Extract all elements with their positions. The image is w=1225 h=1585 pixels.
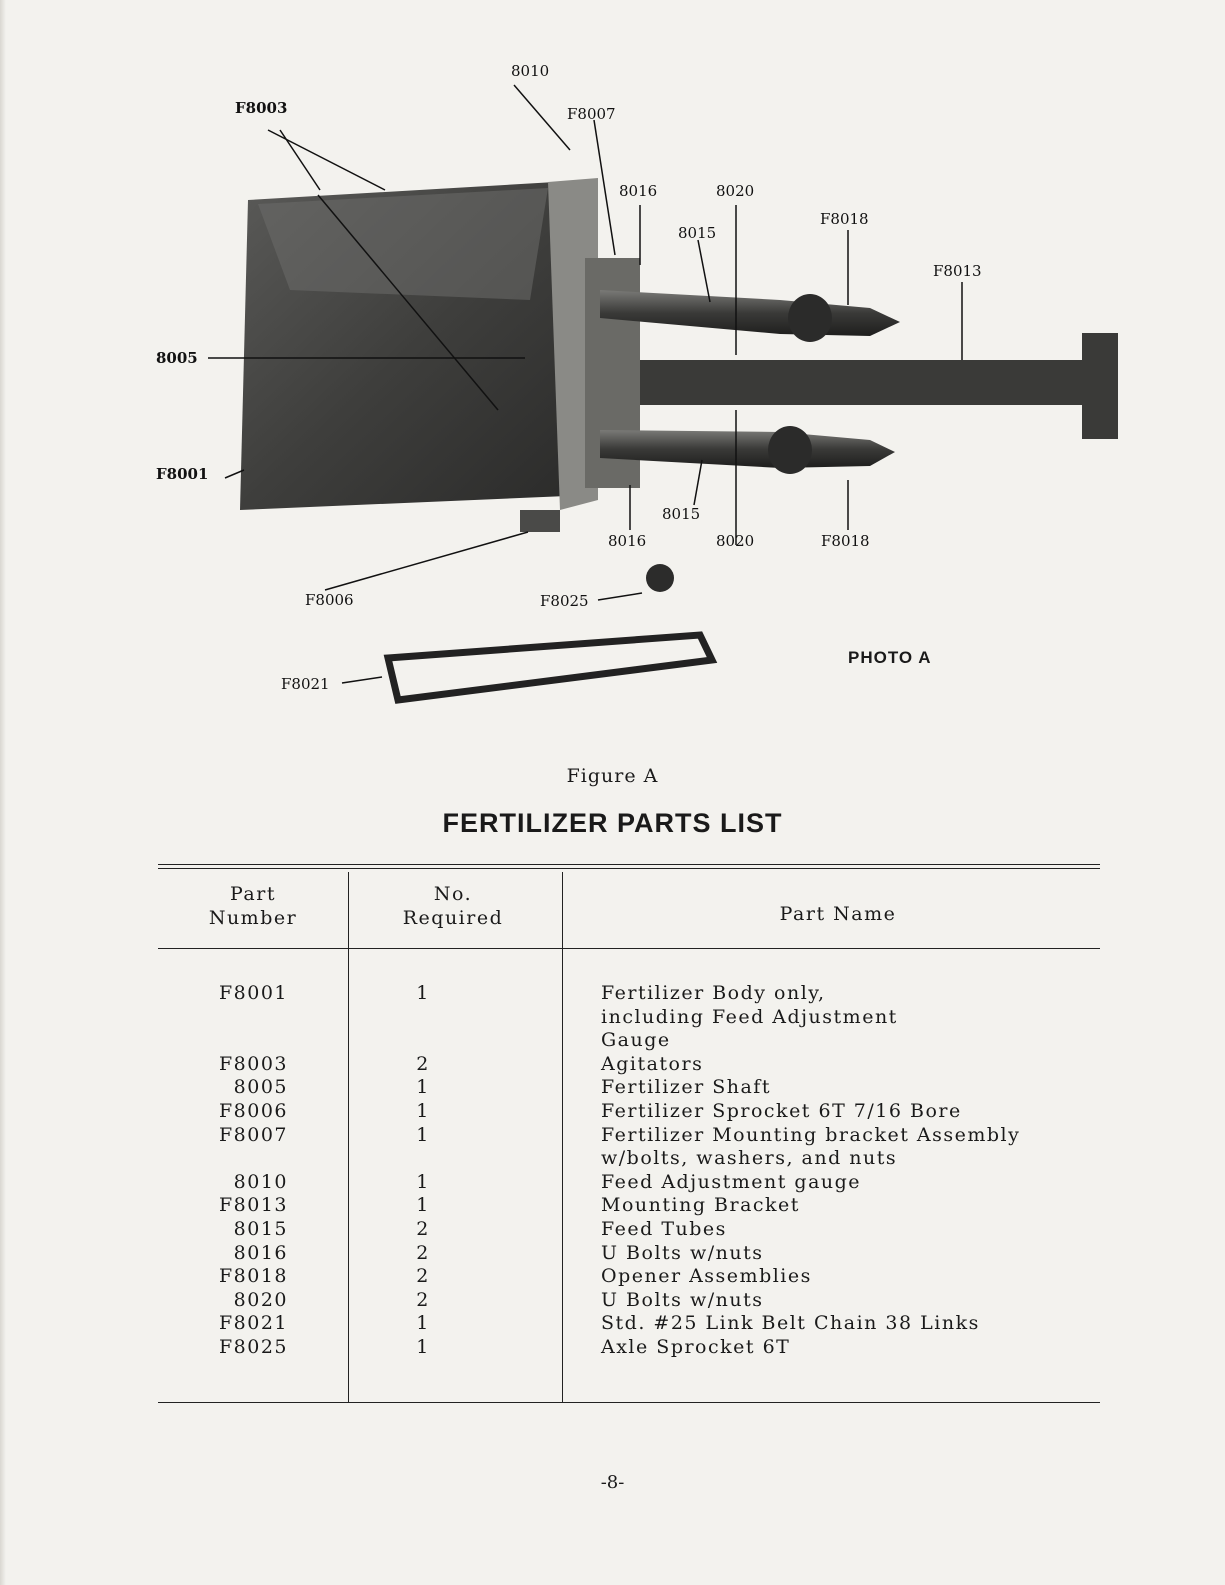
part-number-cell: 8020 [233,1288,288,1311]
callout-8016-top: 8016 [619,182,658,200]
part-number-column [198,982,288,1360]
quantity-cell: 1 [416,1170,430,1193]
quantity-cell: 1 [416,982,430,1004]
part-name-line: Mounting Bracket [601,1194,800,1217]
quantity-cell: 1 [416,1312,430,1335]
part-name-line: Agitators [601,1052,704,1075]
lower-opener [768,426,812,474]
quantity-cell: 2 [416,1052,430,1075]
callout-f8006: F8006 [305,591,354,609]
quantity-column [398,982,448,1360]
header-part-number-line1: Part [230,883,276,905]
header-part-number [178,882,328,930]
quantity-cell: 2 [416,1288,430,1311]
part-number-cell: F8025 [218,1335,288,1358]
part-number-cell: 8016 [233,1241,288,1264]
upper-feed-tube [600,290,900,336]
callout-f8003: F8003 [235,99,288,117]
column-divider-1 [348,872,349,1402]
quantity-cell: 1 [416,1194,430,1217]
mounting-bracket-bar [640,360,1090,405]
page-number: -8- [600,1472,625,1493]
quantity-cell: 1 [416,1335,430,1358]
quantity-cell: 1 [416,1099,430,1122]
callout-8020-bottom: 8020 [716,532,755,550]
header-no-required [373,882,533,930]
part-name-line: Fertilizer Body only, [601,982,826,1004]
part-number-cell: F8003 [218,1052,288,1075]
photo-a [0,0,1225,760]
part-name-line: Std. #25 Link Belt Chain 38 Links [601,1312,980,1335]
callout-f8021: F8021 [281,675,330,693]
link-belt-chain [388,635,712,700]
header-part-number-line2: Number [208,907,298,929]
part-number-cell: F8007 [218,1123,288,1146]
callout-8015-bottom: 8015 [662,505,701,523]
callout-8015-top: 8015 [678,224,717,242]
part-name-line: w/bolts, washers, and nuts [601,1147,898,1170]
upper-opener [788,294,832,342]
callout-8016-bottom: 8016 [608,532,647,550]
part-name-line: Axle Sprocket 6T [601,1335,791,1358]
header-part-name: Part Name [779,903,897,925]
part-number-cell: F8018 [218,1265,288,1288]
callout-f8025: F8025 [540,592,589,610]
part-number-cell: F8001 [218,982,288,1004]
callout-f8018-top: F8018 [820,210,869,228]
axle-sprocket [646,564,674,592]
part-name-line: U Bolts w/nuts [601,1288,764,1311]
callout-f8018-bottom: F8018 [821,532,870,550]
part-name-line: Feed Adjustment gauge [601,1170,862,1193]
callout-f8007: F8007 [567,105,616,123]
figure-caption: Figure A [566,765,659,787]
mounting-bracket-end [1082,333,1118,439]
part-name-line: Feed Tubes [601,1217,727,1240]
part-name-line: Opener Assemblies [601,1265,812,1288]
part-name-line: Fertilizer Shaft [601,1076,771,1099]
callout-8005: 8005 [156,349,198,367]
quantity-cell: 2 [416,1265,430,1288]
callout-8020-top: 8020 [716,182,755,200]
part-number-cell: 8010 [233,1170,288,1193]
part-name-column [601,982,1101,1360]
part-name-line: U Bolts w/nuts [601,1241,764,1264]
table-header-rule [158,948,1100,949]
lower-feed-tube [600,430,895,468]
quantity-cell: 2 [416,1217,430,1240]
hopper-inner-top [258,188,548,300]
hopper-bottom-bolt [520,510,560,532]
part-number-cell: 8015 [233,1217,288,1240]
table-top-rule-double [158,868,1100,869]
callout-f8001: F8001 [156,465,209,483]
part-number-cell: 8005 [233,1076,288,1099]
quantity-cell: 1 [416,1076,430,1099]
table-top-rule [158,864,1100,865]
part-number-cell: F8021 [218,1312,288,1335]
part-name-line: Fertilizer Sprocket 6T 7/16 Bore [601,1099,962,1122]
part-number-cell: F8006 [218,1099,288,1122]
part-number-cell: F8013 [218,1194,288,1217]
part-name-line: Fertilizer Mounting bracket Assembly [601,1123,1021,1146]
part-name-line: Gauge [601,1029,671,1052]
header-required-line1: No. [433,883,473,905]
quantity-cell: 1 [416,1123,430,1146]
callout-8010: 8010 [511,62,550,80]
parts-list-title: FERTILIZER PARTS LIST [442,808,783,838]
callout-f8013: F8013 [933,262,982,280]
parts-table [158,864,1100,1404]
column-divider-2 [562,872,563,1402]
header-required-line2: Required [402,907,504,929]
quantity-cell: 2 [416,1241,430,1264]
table-bottom-rule [158,1402,1100,1403]
part-name-line: including Feed Adjustment [601,1005,898,1028]
photo-caption: PHOTO A [848,648,932,667]
